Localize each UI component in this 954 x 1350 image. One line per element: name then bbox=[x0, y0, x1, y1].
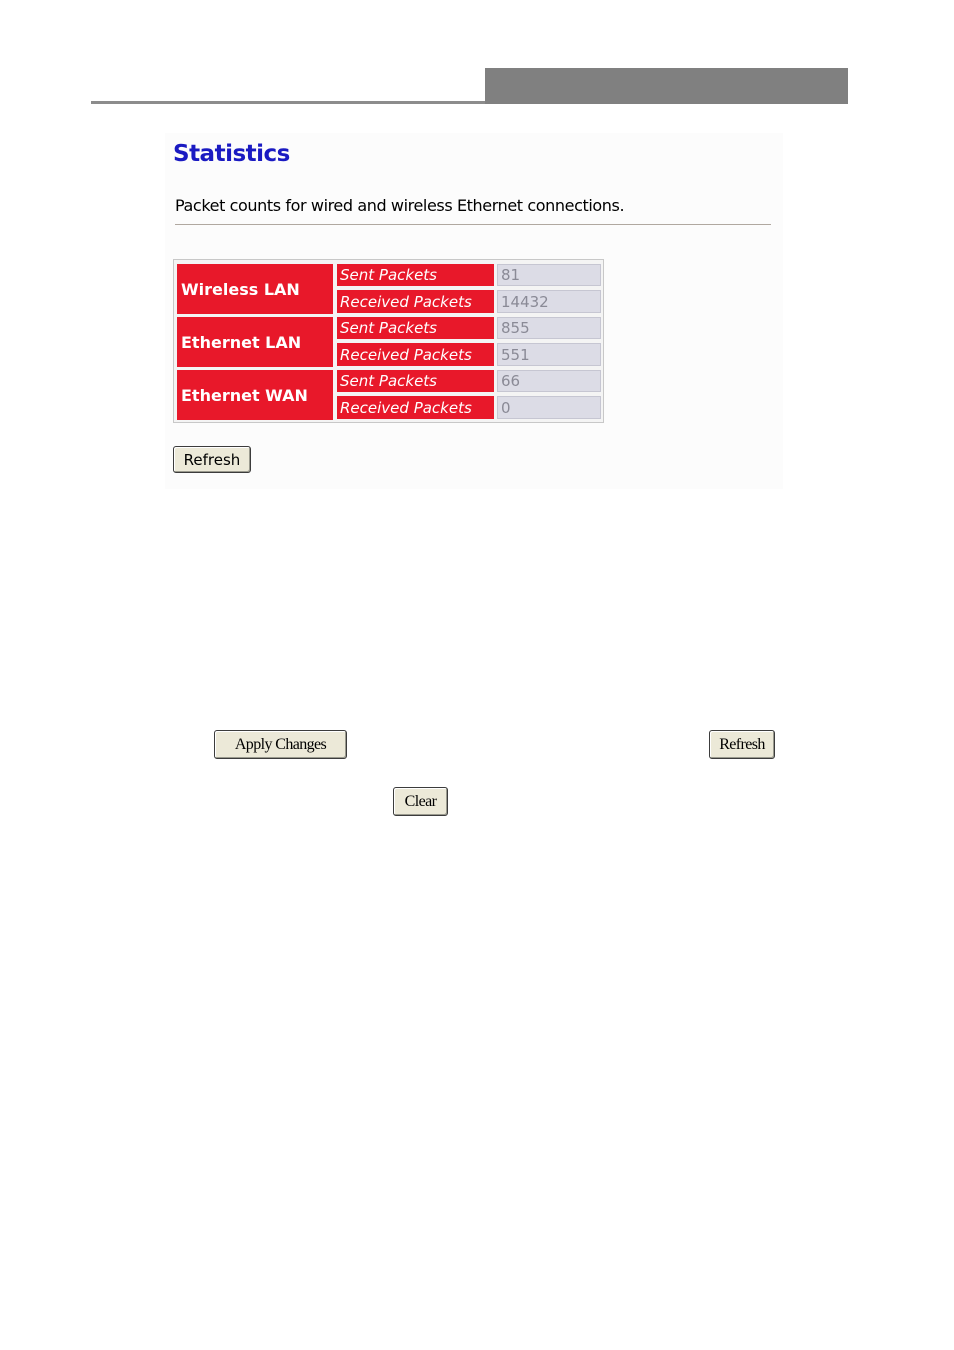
header-bar bbox=[485, 68, 848, 104]
apply-changes-button[interactable]: Apply Changes bbox=[214, 730, 347, 759]
page-description: Packet counts for wired and wireless Ethernet connections. bbox=[175, 196, 625, 215]
row-label-wlan-sent: Sent Packets bbox=[337, 264, 494, 286]
row-value-lan-received: 551 bbox=[497, 343, 601, 366]
divider bbox=[175, 224, 771, 225]
page-title: Statistics bbox=[173, 141, 290, 167]
statistics-table bbox=[173, 259, 604, 423]
row-value-wlan-received: 14432 bbox=[497, 290, 601, 313]
row-label-wan-received: Received Packets bbox=[337, 396, 494, 419]
row-label-wan-sent: Sent Packets bbox=[337, 370, 494, 392]
group-wireless-lan: Wireless LAN bbox=[177, 264, 333, 314]
row-label-lan-received: Received Packets bbox=[337, 343, 494, 366]
refresh-button[interactable]: Refresh bbox=[709, 730, 775, 759]
statistics-refresh-button[interactable]: Refresh bbox=[173, 446, 251, 473]
row-label-lan-sent: Sent Packets bbox=[337, 317, 494, 339]
header-rule bbox=[91, 101, 485, 104]
row-value-wan-received: 0 bbox=[497, 396, 601, 419]
group-ethernet-lan: Ethernet LAN bbox=[177, 317, 333, 367]
clear-button[interactable]: Clear bbox=[393, 787, 448, 816]
row-label-wlan-received: Received Packets bbox=[337, 290, 494, 313]
group-ethernet-wan: Ethernet WAN bbox=[177, 370, 333, 420]
row-value-wan-sent: 66 bbox=[497, 370, 601, 392]
row-value-lan-sent: 855 bbox=[497, 317, 601, 339]
row-value-wlan-sent: 81 bbox=[497, 264, 601, 286]
